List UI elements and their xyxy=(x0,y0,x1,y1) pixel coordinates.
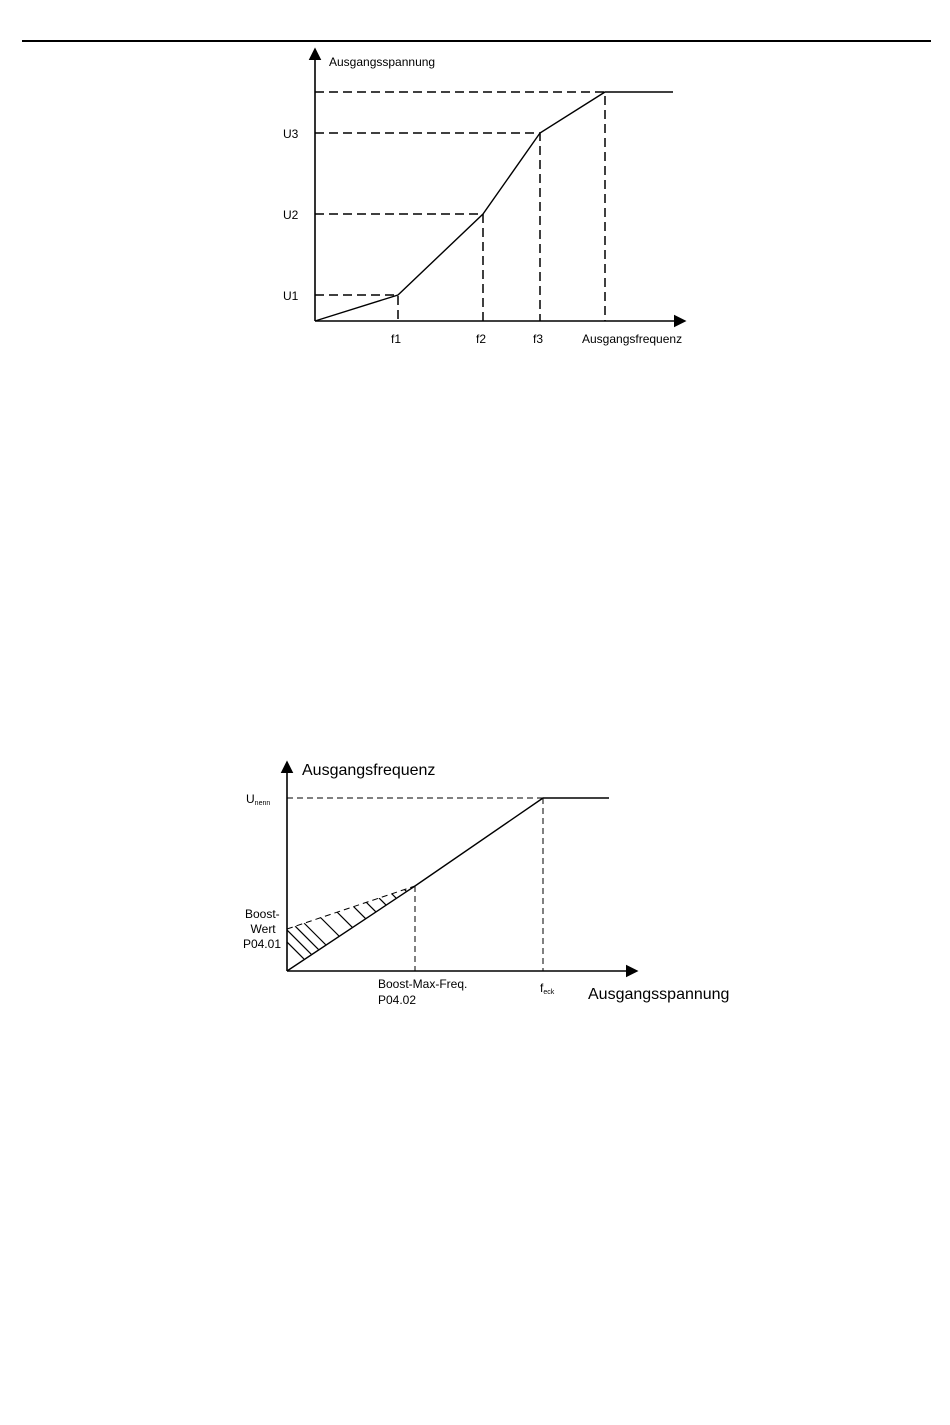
x-axis-label: Ausgangsspannung xyxy=(588,986,730,1003)
boost-value-label: Boost- Wert P04.01 xyxy=(242,907,281,951)
y-axis-label: Ausgangsfrequenz xyxy=(302,762,436,779)
boost-reference-line xyxy=(287,886,415,929)
guide-u2-f2 xyxy=(315,214,483,321)
tick-f3: f3 xyxy=(533,332,544,346)
tick-u3: U3 xyxy=(283,127,299,141)
guide-max xyxy=(315,92,605,321)
guide-u3-f3 xyxy=(315,133,540,321)
vf-curve-diagram xyxy=(0,0,950,360)
y-axis-label: Ausgangsspannung xyxy=(329,55,436,69)
tick-f2: f2 xyxy=(476,332,487,346)
f-eck-label: feck xyxy=(540,981,555,996)
tick-f1: f1 xyxy=(391,332,402,346)
tick-u1: U1 xyxy=(283,289,299,303)
boost-max-freq-label: Boost-Max-Freq. P04.02 xyxy=(378,977,468,1007)
tick-u2: U2 xyxy=(283,208,299,222)
boost-curve-diagram xyxy=(0,700,950,1020)
boost-curve xyxy=(287,798,609,971)
u-nenn-label: Unenn xyxy=(246,792,271,807)
vf-curve xyxy=(315,92,673,321)
x-axis-label: Ausgangsfrequenz xyxy=(582,332,683,346)
